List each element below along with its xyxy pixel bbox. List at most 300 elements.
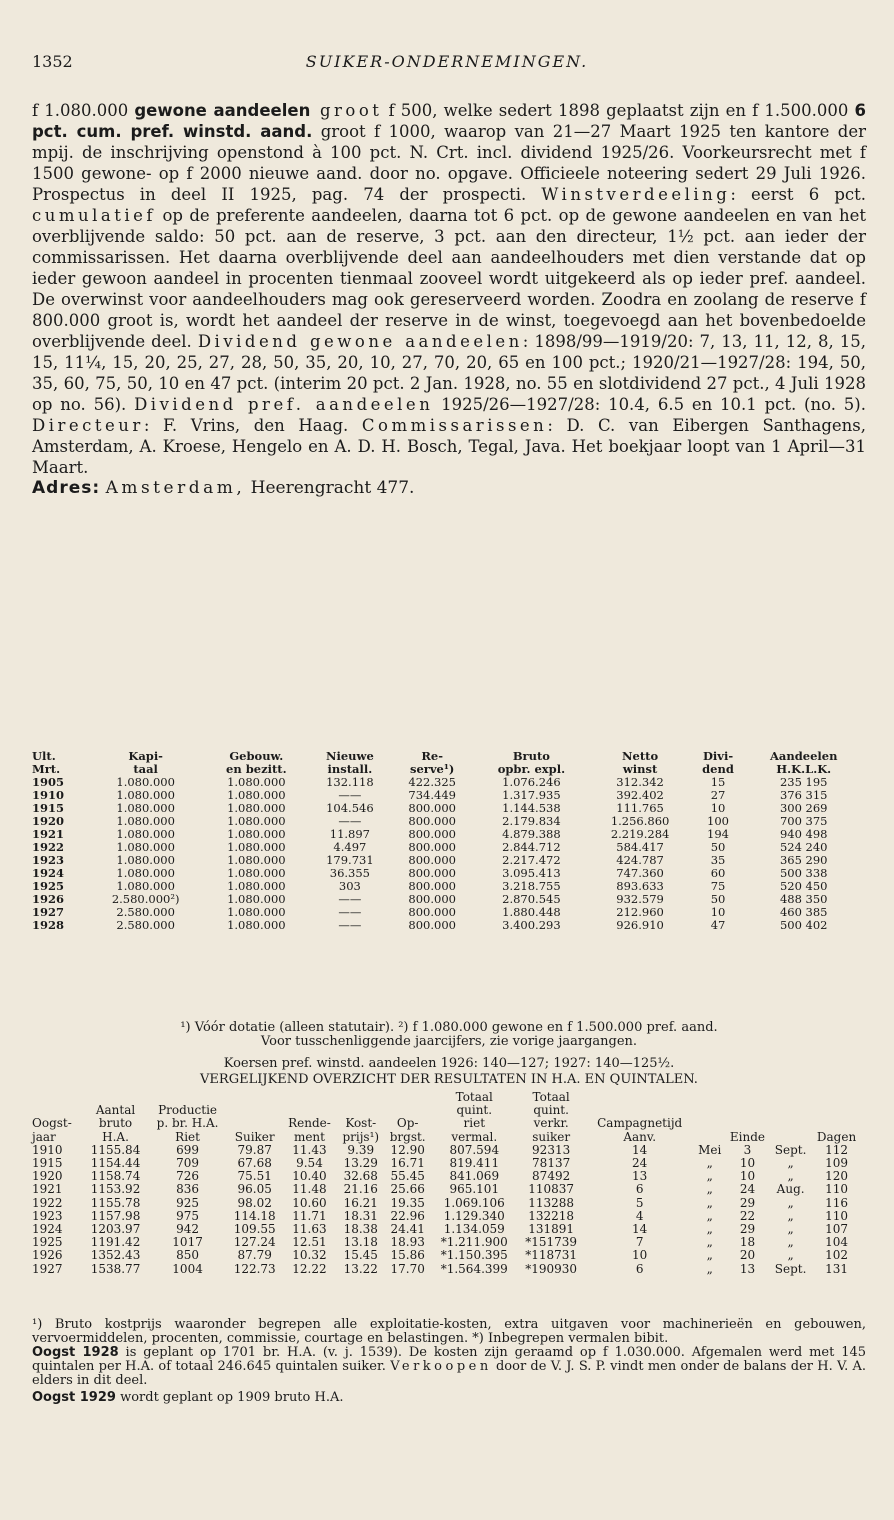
table-cell: —— [338,788,362,802]
table-cell: „ [706,1261,713,1276]
text: groot f 1000, waarop van 21—27 Maart 1925 ten kantore der mpij. de inschrijving openstond à 100 pct. N. Crt. incl. dividend 1925/26. Voorkeursrecht met f 1500 gewone- op f 2000 nieuwe aand. door no. opgave. Officieele noteering sedert 29 Juli 1926. Prospectus in deel II 1925, pag. 74 der prospecti. [32,122,866,204]
table-cell: 2.844.712 [502,840,561,854]
col-header [811,1091,862,1104]
text: : F. Vrins, den Haag. [143,416,362,435]
table-cell: 1158.74 [90,1169,141,1184]
table-cell: 10.60 [292,1195,327,1210]
table-cell: 32.68 [343,1169,378,1184]
table-cell: 524 240 [779,840,828,854]
financial-table [32,750,862,932]
table-cell: 1.080.000 [116,853,175,867]
table-cell: 55.45 [390,1169,425,1184]
bold-term: 6 pct. cum. pref. winstd. aand. [32,101,866,141]
col-header: Kapi- taal [128,749,163,776]
col-header: Totaal [532,1090,570,1104]
table-cell: 500 338 [779,866,828,880]
table-cell: 75.51 [237,1169,272,1184]
table-cell: 1.080.000 [116,788,175,802]
table-cell: 4.879.388 [502,827,561,841]
table-cell: 1921 [32,1182,63,1197]
spaced-term: Winstverdeeling [541,185,731,204]
table-cell: 1927 [32,905,65,919]
table-cell: 584.417 [616,840,664,854]
spaced-term: groot [310,101,383,120]
table-cell: 975 [176,1208,200,1223]
table-header-row [32,1091,862,1104]
col-header [384,1091,430,1104]
bold-term: gewone aandeelen [134,101,311,120]
col-header: Re- serve¹) [410,749,455,776]
table-cell: 1.080.000 [227,801,286,815]
table-row [32,1144,862,1157]
table-cell: 1920 [32,814,65,828]
table-cell: 1.080.000 [116,827,175,841]
table-cell: „ [706,1235,713,1250]
table-cell: 4 [635,1208,644,1223]
text: : eerst 6 pct. [730,185,866,204]
table-cell: —— [338,892,362,906]
table-cell: 2.179.834 [502,814,561,828]
col-header: Totaal [455,1090,493,1104]
table-cell: 1.880.448 [502,905,561,919]
table-cell: 1922 [32,1195,63,1210]
table-cell: 14 [632,1142,648,1157]
table-cell: 699 [176,1142,200,1157]
table-cell: 800.000 [408,814,456,828]
table-cell: 300 269 [779,801,828,815]
table-cell: 488 350 [779,892,828,906]
table-cell: 3 [743,1142,752,1157]
table-cell: 116 [825,1195,848,1210]
text: f 500, welke sedert 1898 geplaatst zijn en f 1.500.000 [382,101,855,120]
table-cell: 1.080.000 [116,840,175,854]
col-header: Divi- dend [702,749,734,776]
running-title: SUIKER-ONDERNEMINGEN. [305,52,589,71]
table-cell: 1.080.000 [227,905,286,919]
table-cell: 15 [710,775,726,789]
table-cell: 11.48 [292,1182,327,1197]
table-cell: 11.897 [329,827,370,841]
bold-term: Oogst 1928 [32,1345,119,1360]
col-header: Campagnetijd [597,1116,683,1131]
table-cell: 1191.42 [90,1235,141,1250]
table-cell: 1.069.106 [443,1195,505,1210]
table-cell: 109.55 [233,1222,276,1237]
col-header: bruto [98,1116,133,1131]
col-header: Kost- [345,1116,377,1131]
table-cell: 2.870.545 [502,892,561,906]
table-cell: 965.101 [449,1182,500,1197]
table-cell: 13.22 [343,1261,378,1276]
table-cell: 79.87 [237,1142,272,1157]
col-header [695,1131,725,1144]
table-cell: 13.18 [343,1235,378,1250]
col-header [770,1091,811,1104]
col-header [337,1091,384,1104]
table-cell: 15.45 [343,1248,378,1263]
col-header [32,1091,83,1104]
table-cell: 726 [176,1169,200,1184]
table-cell: 1928 [32,918,65,932]
table-cell: 1.080.000 [116,866,175,880]
table-cell: 29 [739,1222,756,1237]
text: : D. C. van Eibergen Santhagens, Amsterdam, A. Kroese, Hengelo en A. D. H. Bosch, Tegal, Java. Het boekjaar loopt van 1 April—31 Maart. [32,416,866,477]
table-cell: 3.218.755 [502,879,561,893]
address-street: Heerengracht 477. [250,478,415,498]
spaced-term: cumulatief [32,206,157,225]
table-cell: 1153.92 [90,1182,141,1197]
table-cell: 1.144.538 [502,801,561,815]
footnotes [32,1318,866,1405]
table-cell: 747.360 [616,866,664,880]
col-header [811,1104,862,1117]
table-cell: 1.080.000 [227,866,286,880]
table-cell: 9.54 [296,1156,323,1171]
table-cell: 112 [825,1142,848,1157]
table-cell: 365 290 [779,853,828,867]
table-cell: 1927 [32,1261,63,1276]
table-cell: „ [706,1182,713,1197]
table-cell: 819.411 [449,1156,500,1171]
table-cell: 107 [825,1222,848,1237]
note-line: Voor tusschenliggende jaarcijfers, zie vorige jaargangen. [260,1034,638,1049]
table-row [32,1249,862,1262]
table-cell: „ [706,1169,713,1184]
table-cell: 114.18 [233,1208,276,1223]
col-header: Aandeelen H.K.L.K. [769,749,838,776]
col-header: brgst. [389,1129,426,1144]
col-header: Ult. Mrt. [32,749,61,776]
table-cell: 836 [176,1182,200,1197]
table-cell: 3.095.413 [502,866,561,880]
table-row [32,1170,862,1183]
table-cell: „ [787,1156,794,1171]
table-cell: 4.497 [333,840,367,854]
table-cell: 1924 [32,1222,63,1237]
table-cell: 3.400.293 [502,918,561,932]
table-cell: 1926 [32,1248,63,1263]
table-cell: 131891 [528,1222,575,1237]
table-cell: 7 [635,1235,644,1250]
table-cell: 392.402 [616,788,664,802]
table-cell: Sept. [774,1142,807,1157]
col-header [228,1091,282,1104]
col-header [725,1104,770,1117]
col-header: suiker [532,1129,571,1144]
table-cell: 10 [710,801,726,815]
table-cell: 16.71 [390,1156,425,1171]
table-row [32,1157,862,1170]
table-cell: 6 [635,1261,644,1276]
col-header [725,1117,770,1130]
table-cell: 35 [710,853,726,867]
table-cell: 1.080.000 [227,827,286,841]
table-cell: 104.546 [326,801,374,815]
table-cell: 109 [825,1156,848,1171]
col-header: ment [293,1129,325,1144]
table-cell: 1157.98 [90,1208,141,1223]
table-header-row [32,1131,862,1144]
col-header: Riet [175,1129,200,1144]
table-cell: 1915 [32,801,65,815]
table-cell: *190930 [525,1261,578,1276]
table-cell: 2.580.000²) [111,892,180,906]
col-header: Einde [729,1129,766,1144]
table-cell: 800.000 [408,892,456,906]
col-header: Op- [396,1116,419,1131]
table-cell: 10 [632,1248,648,1263]
table-cell: 376 315 [779,788,828,802]
table-cell: 10.40 [292,1169,327,1184]
col-header: Dagen [816,1129,857,1144]
table-cell: 14 [632,1222,648,1237]
text: : 1898/99—1919/20: 7, 13, 11, 12, 8, 15, 15, 11¼, 15, 20, 25, 27, 28, 50, 35, 20, 10, 27, 70, 20, 65 en 100 pct.; 1920/21—1927/28: 194, 50, 35, 60, 75, 50, 10 en 47 pct. (interim 20 pct. 2 Jan. 1928, no. 55 en slotdividend 27 pct., 4 Juli 1928 op no. 56). [32,332,866,414]
table-cell: 2.219.284 [610,827,670,841]
table-cell: 1.080.000 [227,879,286,893]
col-header [725,1091,770,1104]
col-header: vermal. [451,1129,498,1144]
table-cell: 1925 [32,1235,63,1250]
table-cell: 194 [707,827,729,841]
table-cell: 800.000 [408,827,456,841]
col-header: Oogst- [32,1116,72,1131]
results-table [32,1091,862,1276]
table-cell: 1926 [32,892,65,906]
page-header [32,52,862,78]
table-cell: 10.32 [292,1248,327,1263]
text: 1925/26—1927/28: 10.4, 6.5 en 10.1 pct. (no. 5). [433,395,866,414]
col-header: Gebouw. en bezitt. [226,749,287,776]
col-header [695,1091,725,1104]
table-cell: 104 [825,1235,848,1250]
table-cell: 800.000 [408,879,456,893]
table-cell: 12.22 [292,1261,327,1276]
table-cell: 20 [739,1248,756,1263]
table-cell: 1.080.000 [116,775,175,789]
col-header: Productie [158,1103,218,1118]
spaced-term: Commissarissen [361,416,548,435]
table-cell: —— [338,814,362,828]
table-cell: 235 195 [779,775,828,789]
table-cell: 1915 [32,1156,63,1171]
table-cell: 13 [739,1261,756,1276]
table-cell: 96.05 [237,1182,272,1197]
table-cell: 87492 [532,1169,571,1184]
table-cell: 800.000 [408,853,456,867]
table-cell: 22 [739,1208,756,1223]
table-cell: *1.564.399 [440,1261,508,1276]
table-cell: 16.21 [343,1195,378,1210]
table-cell: „ [706,1156,713,1171]
table-cell: 850 [176,1248,200,1263]
col-header [770,1131,811,1144]
table-cell: 11.43 [292,1142,327,1157]
table-row [32,1263,862,1276]
table-cell: 60 [710,866,726,880]
table-cell: 10 [710,905,726,919]
table-cell: 1924 [32,866,65,880]
table-cell: 18.38 [343,1222,378,1237]
col-header: quint. [533,1103,569,1118]
table-cell: 1.076.246 [502,775,561,789]
table-cell: 36.355 [329,866,370,880]
table-cell: 122.73 [233,1261,276,1276]
table-cell: 127.24 [233,1235,276,1250]
col-header: Rende- [288,1116,331,1131]
table-cell: 1004 [172,1261,203,1276]
table-cell: 179.731 [326,853,374,867]
table-row [32,1197,862,1210]
table-cell: „ [706,1195,713,1210]
table-cell: 110 [825,1182,848,1197]
table-cell: 1923 [32,853,65,867]
table-cell: —— [338,918,362,932]
table-cell: 22.96 [390,1208,425,1223]
text: op de preferente aandeelen, daarna tot 6 pct. op de gewone aandeelen en van het overblijvende saldo: 50 pct. aan de reserve, 3 pct. aan den directeur, 1½ pct. aan ieder der commissarissen. Het daarna overblijvende deel aan aandeelhouders met dien verstande dat op ieder gewoon aandeel in procenten tienmaal zooveel wordt uitgekeerd als op ieder pref. aandeel. De overwinst voor aandeelhouders mag ook gereserveerd worden. Zoodra en zoolang de reserve f 800.000 groot is, wordt het aandeel der reserve in de winst, toegevoegd aan het bovenbedoelde overblijvende deel. [32,206,866,351]
spaced-term: Dividend pref. aandeelen [134,395,434,414]
table-cell: 47 [710,918,726,932]
table-cell: 2.580.000 [116,918,175,932]
overview-title: VERGELIJKEND OVERZICHT DER RESULTATEN IN H.A. EN QUINTALEN. [200,1072,698,1087]
table-cell: 120 [825,1169,848,1184]
table-cell: 460 385 [779,905,828,919]
table-cell: 50 [710,892,726,906]
table-cell: 212.960 [616,905,664,919]
spaced-term: Verkoopen [390,1359,492,1374]
table-cell: 1920 [32,1169,63,1184]
oogst-1929-paragraph: Oogst 1929 wordt geplant op 1909 bruto H.A. [32,1390,344,1405]
table-cell: 13 [632,1169,648,1184]
table-cell: 1352.43 [90,1248,141,1263]
table-cell: 807.594 [449,1142,500,1157]
table-cell: 11.63 [292,1222,327,1237]
table-cell: 1.080.000 [227,840,286,854]
col-header [695,1117,725,1130]
table-header-row [32,750,862,776]
table-cell: 2.580.000 [116,905,175,919]
table-cell: 1.080.000 [116,879,175,893]
table-cell: 87.79 [237,1248,272,1263]
col-header: Aanv. [623,1129,657,1144]
spaced-term: Dividend gewone aandeelen [197,332,523,351]
table-cell: 67.68 [237,1156,272,1171]
table-cell: 925 [176,1195,200,1210]
table-cell: 100 [707,814,729,828]
address-city: Amsterdam, [105,478,246,498]
col-header [770,1117,811,1130]
table-cell: 422.325 [408,775,456,789]
table-cell: „ [787,1235,794,1250]
table-cell: 10 [739,1156,756,1171]
table-cell: 1.134.059 [443,1222,505,1237]
col-header [585,1091,695,1104]
table-cell: 312.342 [616,775,664,789]
table-cell: 800.000 [408,801,456,815]
company-description [32,100,866,499]
address-line [32,478,866,499]
table-cell: „ [787,1208,794,1223]
table-cell: *118731 [525,1248,578,1263]
table-cell: 1017 [172,1235,203,1250]
financial-table-body [32,776,862,932]
table-cell: 1155.84 [90,1142,141,1157]
table-cell: 1910 [32,788,65,802]
table-header-row [32,1117,862,1130]
table-cell: Aug. [776,1182,805,1197]
table-cell: 926.910 [616,918,664,932]
table-cell: 800.000 [408,866,456,880]
table-cell: Sept. [774,1261,807,1276]
table-cell: 932.579 [616,892,664,906]
table-cell: 1.317.935 [502,788,561,802]
spaced-term: Directeur [32,416,144,435]
table-cell: 940 498 [779,827,828,841]
table-cell: 1.080.000 [227,918,286,932]
col-header [770,1104,811,1117]
table-cell: *151739 [525,1235,578,1250]
col-header: verkr. [533,1116,569,1131]
table-cell: 1.080.000 [116,801,175,815]
table-cell: 12.90 [390,1142,425,1157]
table-cell: 942 [176,1222,200,1237]
page-number: 1352 [32,52,73,71]
col-header [811,1117,862,1130]
footnote: ¹) Bruto kostprijs waaronder begrepen alle exploitatie-kosten, extra uitgaven voor machinerieën en gebouwen, vervoermiddelen, procenten, commissie, courtage en belastingen. *) Inbegrepen vermalen bibit. [32,1317,866,1346]
table-cell: 98.02 [237,1195,272,1210]
table-cell: 1925 [32,879,65,893]
table-cell: 75 [710,879,726,893]
results-table-body [32,1144,862,1276]
table-cell: 11.71 [292,1208,327,1223]
col-header: Aantal [95,1103,136,1118]
table-cell: „ [787,1248,794,1263]
table-cell: 893.633 [616,879,664,893]
col-header [695,1104,725,1117]
table-cell: 25.66 [390,1182,425,1197]
table-cell: 424.787 [616,853,664,867]
col-header: quint. [456,1103,493,1118]
table-cell: 17.70 [390,1261,425,1276]
table-cell: 841.069 [449,1169,500,1184]
col-header [228,1117,282,1130]
results-table-head [32,1091,862,1144]
table-cell: 78137 [532,1156,571,1171]
table-cell: 303 [338,879,361,893]
table-cell: 1.080.000 [116,814,175,828]
table-cell: 1.080.000 [227,853,286,867]
table-cell: 132.118 [326,775,374,789]
table-cell: 1203.97 [90,1222,141,1237]
table-cell: 1921 [32,827,65,841]
table-cell: 13.29 [343,1156,378,1171]
table-cell: „ [787,1169,794,1184]
table-cell: 2.217.472 [502,853,561,867]
table-cell: 1905 [32,775,65,789]
table-cell: 102 [825,1248,848,1263]
table-cell: 5 [635,1195,644,1210]
table-notes [32,1021,866,1049]
table-cell: „ [787,1222,794,1237]
table-cell: 1.080.000 [227,892,286,906]
table-cell: 800.000 [408,918,456,932]
table-cell: 1.080.000 [227,788,286,802]
table-cell: 19.35 [390,1195,425,1210]
table-cell: 1923 [32,1208,63,1223]
col-header [282,1091,337,1104]
table-cell: 110 [825,1208,848,1223]
table-cell: 10 [739,1169,756,1184]
table-cell: 709 [176,1156,200,1171]
